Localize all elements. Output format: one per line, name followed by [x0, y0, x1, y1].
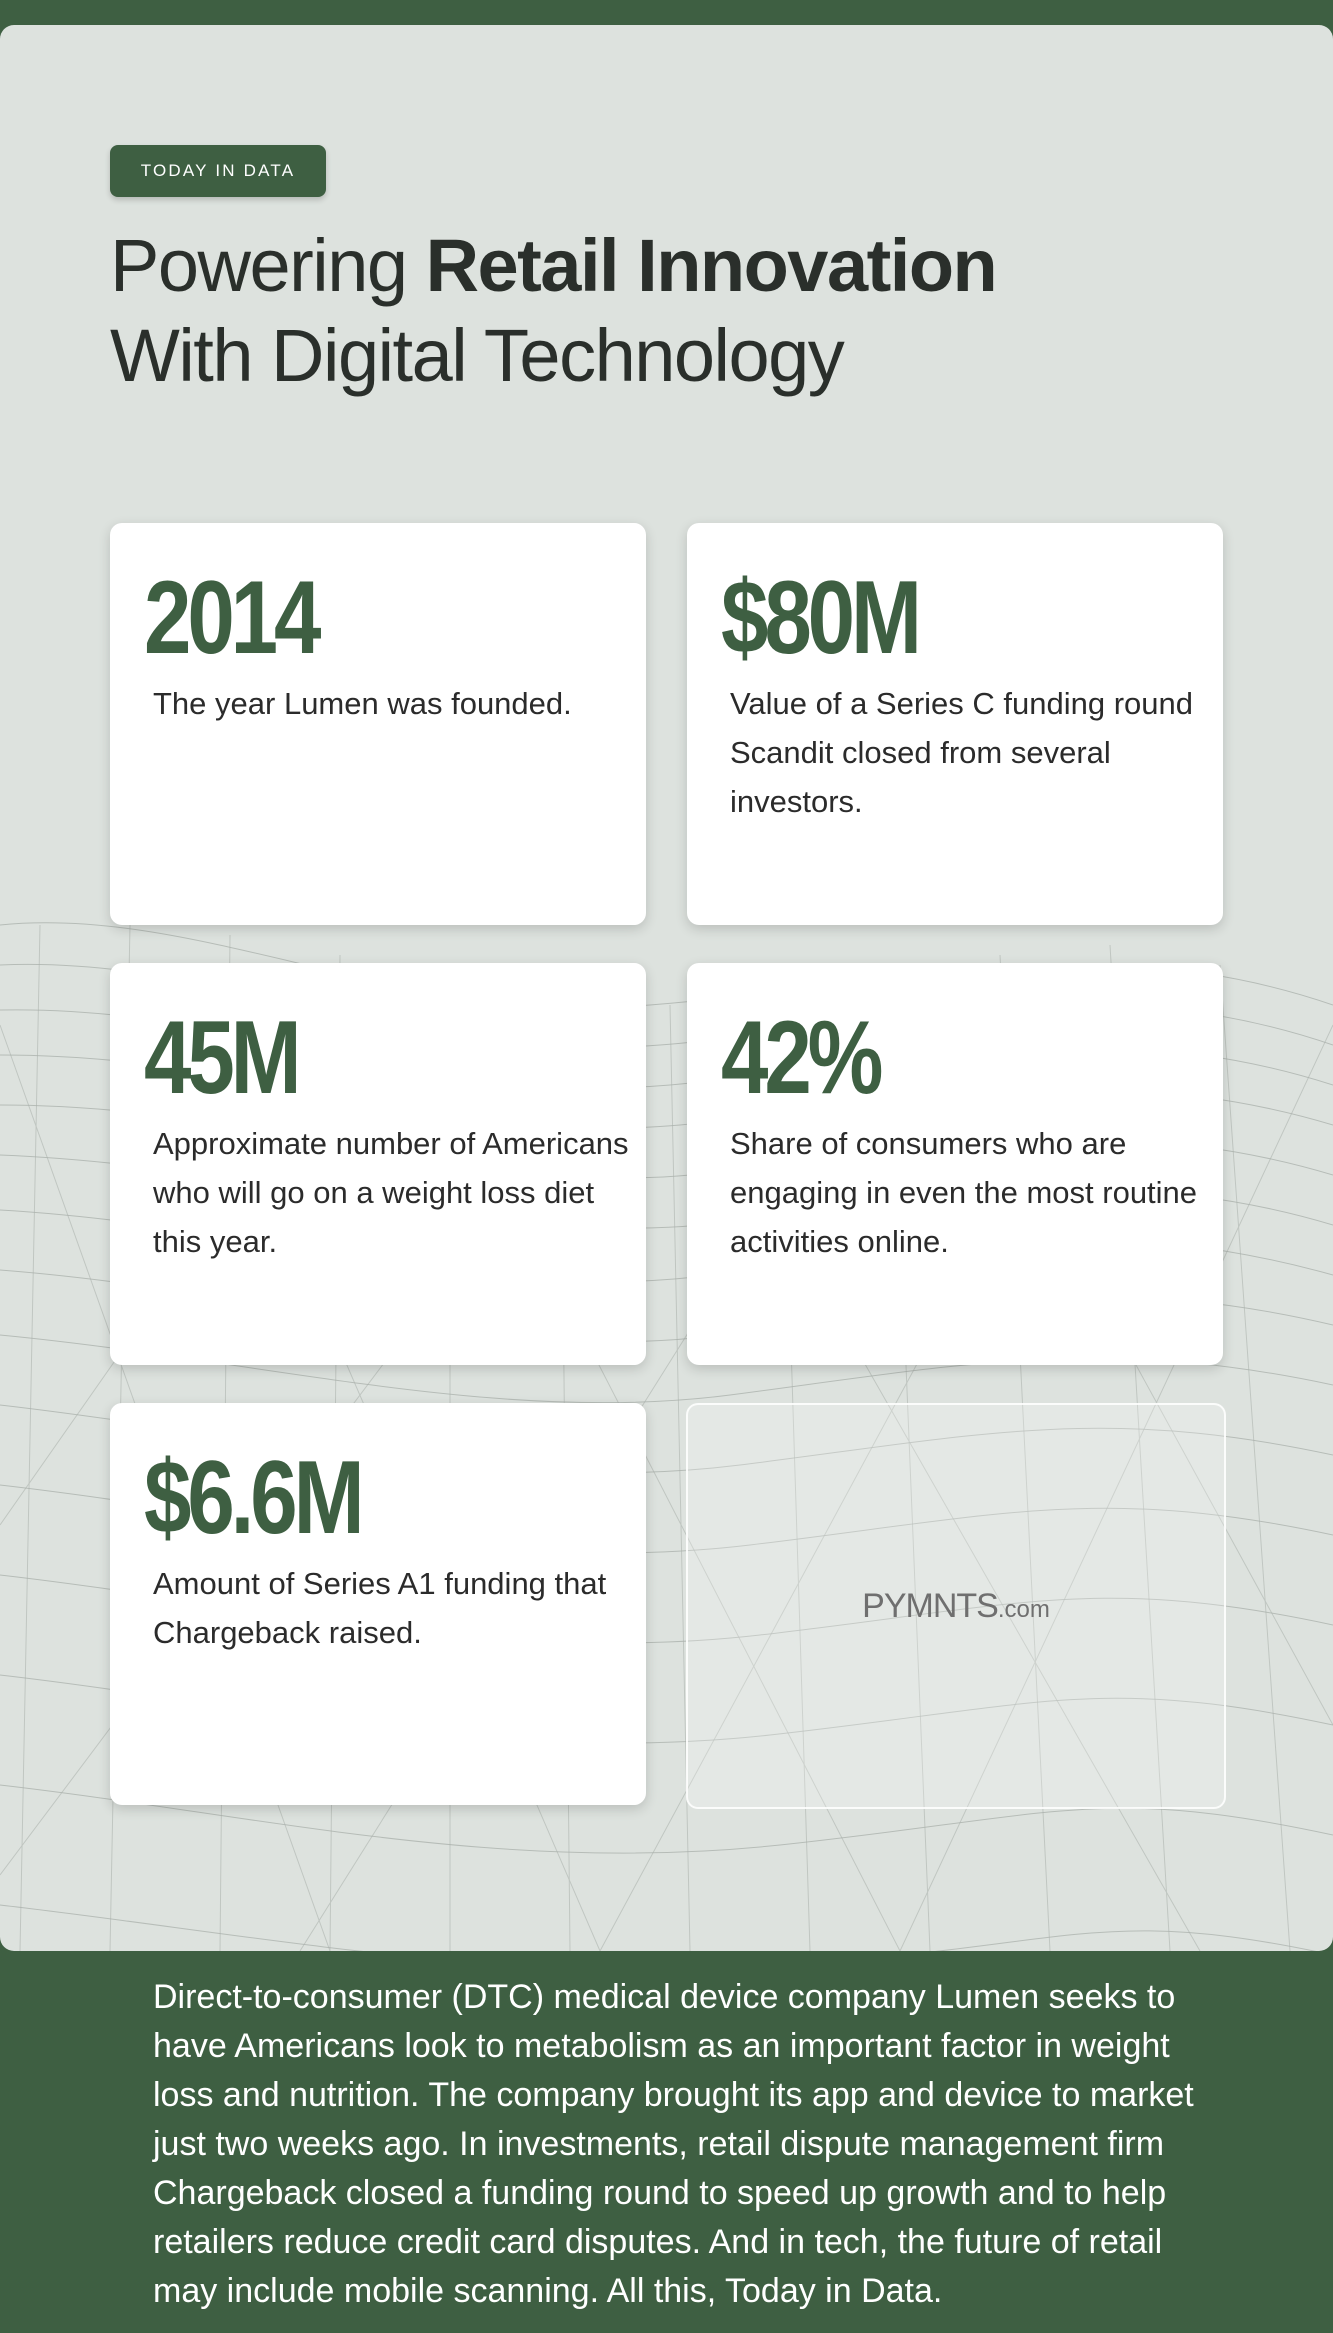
stat-card: [110, 1403, 646, 1805]
stat-value: $80M: [721, 560, 918, 676]
logo-name: PYMNTS: [862, 1587, 998, 1625]
page-title: [110, 221, 1210, 401]
stat-description: Approximate number of Americans who will go on a weight loss diet this year.: [153, 1126, 629, 1259]
section-badge: TODAY IN DATA: [110, 145, 326, 197]
stat-description: Amount of Series A1 funding that Chargeback raised.: [153, 1566, 607, 1650]
stat-description: The year Lumen was founded.: [153, 686, 572, 721]
infographic-panel: [0, 25, 1333, 1951]
summary-paragraph: Direct-to-consumer (DTC) medical device company Lumen seeks to have Americans look to metabolism as an important factor in weight loss and nutrition. The company brought its app and device to market just two weeks ago. In investments, retail dispute management firm Chargeback closed a funding round to speed up growth and to help retailers reduce credit card disputes. And in tech, the future of retail may include mobile scanning. All this, Today in Data.: [153, 1978, 1194, 2310]
stat-value: 45M: [144, 1000, 298, 1116]
logo-suffix: .com: [997, 1596, 1050, 1623]
stat-card: [110, 963, 646, 1365]
stat-value: 42%: [721, 1000, 880, 1116]
title-prefix: Powering: [110, 224, 426, 307]
stat-card: [687, 963, 1223, 1365]
stat-description: Value of a Series C funding round Scandit closed from several investors.: [730, 686, 1194, 819]
pymnts-logo: [688, 1587, 1224, 1626]
title-line-2: With Digital Technology: [110, 314, 844, 397]
stat-card: [687, 523, 1223, 925]
stat-value: 2014: [144, 560, 318, 676]
logo-card: [686, 1403, 1226, 1809]
title-highlight: Retail Innovation: [425, 224, 997, 307]
stat-description: Share of consumers who are engaging in even the most routine activities online.: [730, 1126, 1198, 1259]
stat-card: [110, 523, 646, 925]
stat-value: $6.6M: [144, 1440, 361, 1556]
